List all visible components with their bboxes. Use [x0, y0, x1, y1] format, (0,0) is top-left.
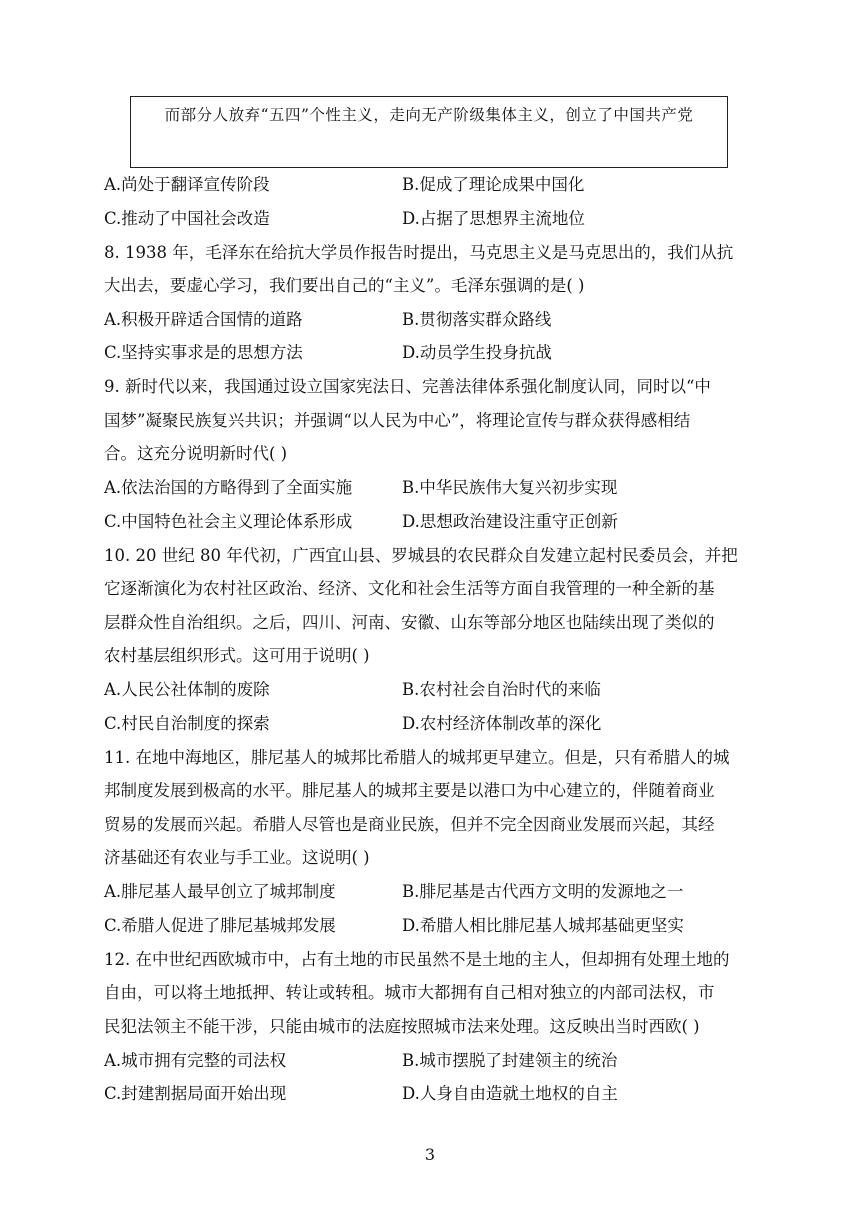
q9-option-b: B.中华民族伟大复兴初步实现 — [402, 478, 618, 497]
q10-stem-line-3: 层群众性自治组织。之后，四川、河南、安徽、山东等部分地区也陆续出现了类似的 — [104, 613, 715, 632]
q9-option-a: A.依法治国的方略得到了全面实施 — [104, 478, 353, 497]
q12-option-c: C.封建割据局面开始出现 — [104, 1084, 287, 1103]
q7-option-c: C.推动了中国社会改造 — [104, 209, 270, 228]
q8-stem-line-2: 大出去，要虚心学习，我们要出自己的“主义”。毛泽东强调的是( ) — [104, 276, 585, 295]
q12-stem-line-1: 12. 在中世纪西欧城市中，占有土地的市民虽然不是土地的主人，但却拥有处理土地的 — [104, 950, 730, 969]
q8-option-b: B.贯彻落实群众路线 — [402, 310, 552, 329]
q8-stem-line-1: 8. 1938 年，毛泽东在给抗大学员作报告时提出，马克思主义是马克思出的，我们从抗 — [104, 243, 734, 262]
q9-stem-line-1: 9. 新时代以来，我国通过设立国家宪法日、完善法律体系强化制度认同，同时以“中 — [104, 377, 711, 396]
q10-option-b: B.农村社会自治时代的来临 — [402, 680, 601, 699]
q11-stem-line-4: 济基础还有农业与手工业。这说明( ) — [104, 848, 370, 867]
q9-option-c: C.中国特色社会主义理论体系形成 — [104, 512, 353, 531]
q10-stem-line-4: 农村基层组织形式。这可用于说明( ) — [104, 646, 370, 665]
q7-option-d: D.占据了思想界主流地位 — [402, 209, 585, 228]
q9-option-d: D.思想政治建设注重守正创新 — [402, 512, 618, 531]
quote-text: 而部分人放弃“五四”个性主义，走向无产阶级集体主义，创立了中国共产党 — [164, 106, 694, 124]
q8-option-c: C.坚持实事求是的思想方法 — [104, 343, 303, 362]
q10-stem-line-2: 它逐渐演化为农村社区政治、经济、文化和社会生活等方面自我管理的一种全新的基 — [104, 579, 715, 598]
q10-option-a: A.人民公社体制的废除 — [104, 680, 270, 699]
page-number: 3 — [424, 1145, 436, 1164]
q7-option-b: B.促成了理论成果中国化 — [402, 175, 585, 194]
quote-box — [130, 96, 728, 168]
q12-stem-line-3: 民犯法领主不能干涉，只能由城市的法庭按照城市法来处理。这反映出当时西欧( ) — [104, 1017, 700, 1036]
q10-option-d: D.农村经济体制改革的深化 — [402, 714, 602, 733]
q12-stem-line-2: 自由，可以将土地抵押、转让或转租。城市大都拥有自己相对独立的内部司法权，市 — [104, 983, 715, 1002]
q11-option-d: D.希腊人相比腓尼基人城邦基础更坚实 — [402, 916, 684, 935]
q12-option-b: B.城市摆脱了封建领主的统治 — [402, 1051, 618, 1070]
q12-option-a: A.城市拥有完整的司法权 — [104, 1051, 287, 1070]
q11-option-c: C.希腊人促进了腓尼基城邦发展 — [104, 916, 336, 935]
q11-stem-line-2: 邦制度发展到极高的水平。腓尼基人的城邦主要是以港口为中心建立的，伴随着商业 — [104, 781, 715, 800]
q8-option-a: A.积极开辟适合国情的道路 — [104, 310, 303, 329]
q9-stem-line-3: 合。这充分说明新时代( ) — [104, 444, 288, 463]
q11-option-b: B.腓尼基是古代西方文明的发源地之一 — [402, 882, 684, 901]
q9-stem-line-2: 国梦”凝聚民族复兴共识；并强调“以人民为中心”，将理论宣传与群众获得感相结 — [104, 411, 691, 430]
q11-stem-line-1: 11. 在地中海地区，腓尼基人的城邦比希腊人的城邦更早建立。但是，只有希腊人的城 — [104, 748, 730, 767]
q8-option-d: D.动员学生投身抗战 — [402, 343, 552, 362]
q11-stem-line-3: 贸易的发展而兴起。希腊人尽管也是商业民族，但并不完全因商业发展而兴起，其经 — [104, 815, 715, 834]
q10-stem-line-1: 10. 20 世纪 80 年代初，广西宜山县、罗城县的农民群众自发建立起村民委员会，并把 — [104, 546, 738, 565]
q11-option-a: A.腓尼基人最早创立了城邦制度 — [104, 882, 336, 901]
q10-option-c: C.村民自治制度的探索 — [104, 714, 270, 733]
q12-option-d: D.人身自由造就土地权的自主 — [402, 1084, 618, 1103]
q7-option-a: A.尚处于翻译宣传阶段 — [104, 175, 270, 194]
